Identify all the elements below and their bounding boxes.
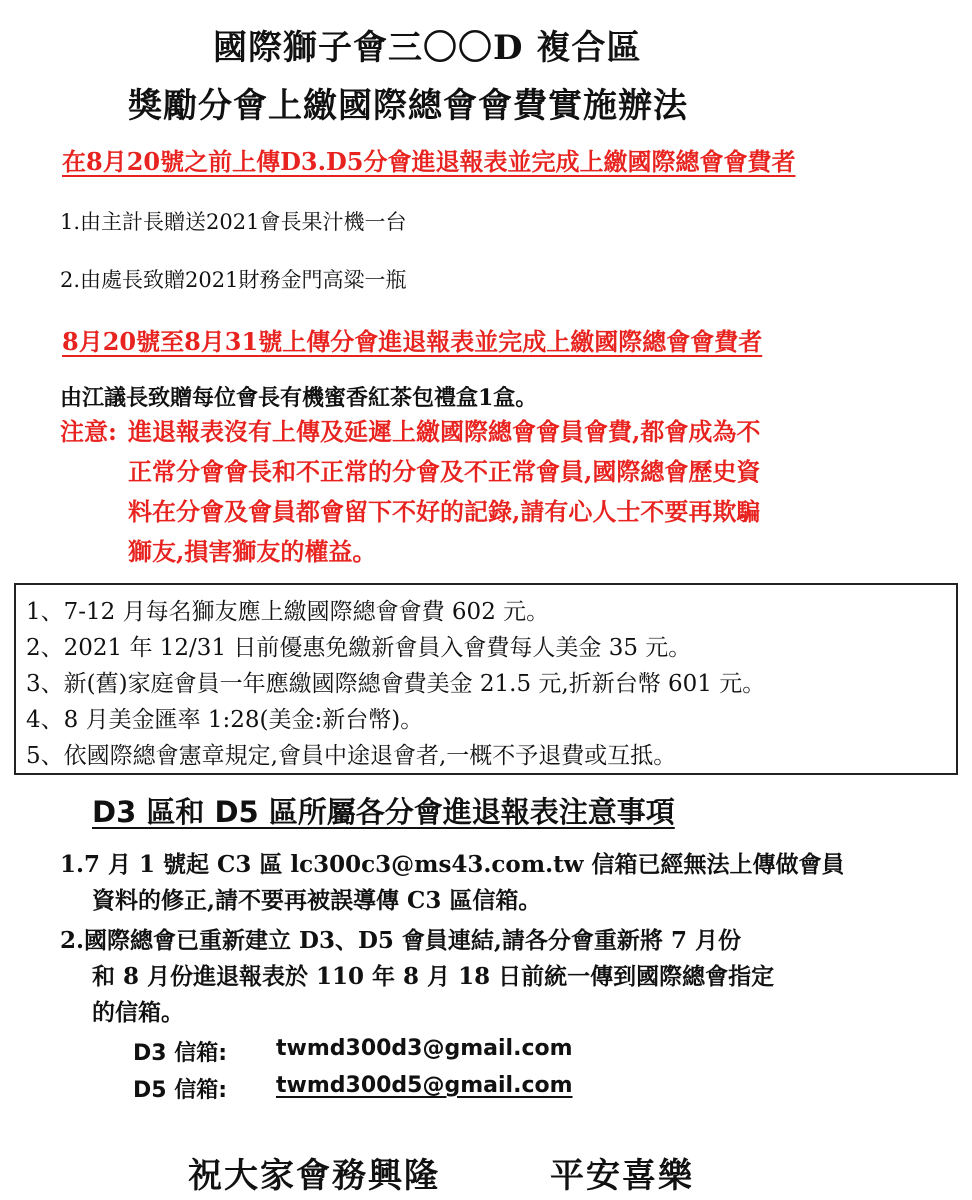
- notice-line-3: 料在分會及會員都會留下不好的記錄,請有心人士不要再欺騙: [128, 497, 761, 526]
- closing-greeting-left: 祝大家會務興隆: [188, 1156, 440, 1196]
- reward-item-2: 2.由處長致贈2021財務金門高粱一瓶: [60, 268, 407, 292]
- fee-rules-box: [14, 583, 958, 775]
- late-reward-text: 由江議長致贈每位會長有機蜜香紅茶包禮盒1盒。: [60, 385, 538, 411]
- early-upload-heading: 在8月20號之前上傳D3.D5分會進退報表並完成上繳國際總會會費者: [62, 147, 796, 176]
- notice-line-2: 正常分會會長和不正常的分會及不正常會員,國際總會歷史資: [128, 457, 761, 486]
- d3-email-label: D3 信箱:: [133, 1041, 228, 1066]
- fee-rule-3: 3、新(舊)家庭會員一年應繳國際總會費美金 21.5 元,折新台幣 601 元。: [26, 671, 766, 697]
- fee-rule-4: 4、8 月美金匯率 1:28(美金:新台幣)。: [26, 707, 424, 733]
- district-note-2-line-1: 2.國際總會已重新建立 D3、D5 會員連結,請各分會重新將 7 月份: [60, 927, 741, 954]
- reward-item-1: 1.由主計長贈送2021會長果汁機一台: [60, 210, 407, 234]
- notice-label: 注意:: [60, 417, 117, 446]
- d5-email-address[interactable]: twmd300d5@gmail.com: [276, 1073, 573, 1098]
- d3-email-address[interactable]: twmd300d3@gmail.com: [276, 1036, 573, 1061]
- document-title-line2: 獎勵分會上繳國際總會會費實施辦法: [128, 86, 688, 126]
- closing-greeting-right: 平安喜樂: [550, 1156, 694, 1196]
- fee-rule-5: 5、依國際總會憲章規定,會員中途退會者,一概不予退費或互抵。: [26, 743, 677, 769]
- fee-rule-2: 2、2021 年 12/31 日前優惠免繳新會員入會費每人美金 35 元。: [26, 635, 692, 661]
- notice-line-4: 獅友,損害獅友的權益。: [128, 537, 377, 566]
- notice-line-1: 進退報表沒有上傳及延遲上繳國際總會會員會費,都會成為不: [128, 417, 761, 446]
- district-note-1-line-2: 資料的修正,請不要再被誤導傳 C3 區信箱。: [92, 887, 542, 914]
- document-title-line1: 國際獅子會三〇〇D 複合區: [213, 28, 642, 68]
- fee-rule-1: 1、7-12 月每名獅友應上繳國際總會會費 602 元。: [26, 599, 550, 625]
- late-upload-heading: 8月20號至8月31號上傳分會進退報表並完成上繳國際總會會費者: [62, 327, 763, 356]
- d5-email-label: D5 信箱:: [133, 1078, 228, 1103]
- district-note-2-line-3: 的信箱。: [92, 999, 184, 1026]
- district-note-2-line-2: 和 8 月份進退報表於 110 年 8 月 18 日前統一傳到國際總會指定: [92, 963, 775, 990]
- district-note-1-line-1: 1.7 月 1 號起 C3 區 lc300c3@ms43.com.tw 信箱已經無法上傳做會員: [60, 851, 845, 878]
- district-notes-heading: D3 區和 D5 區所屬各分會進退報表注意事項: [92, 795, 675, 829]
